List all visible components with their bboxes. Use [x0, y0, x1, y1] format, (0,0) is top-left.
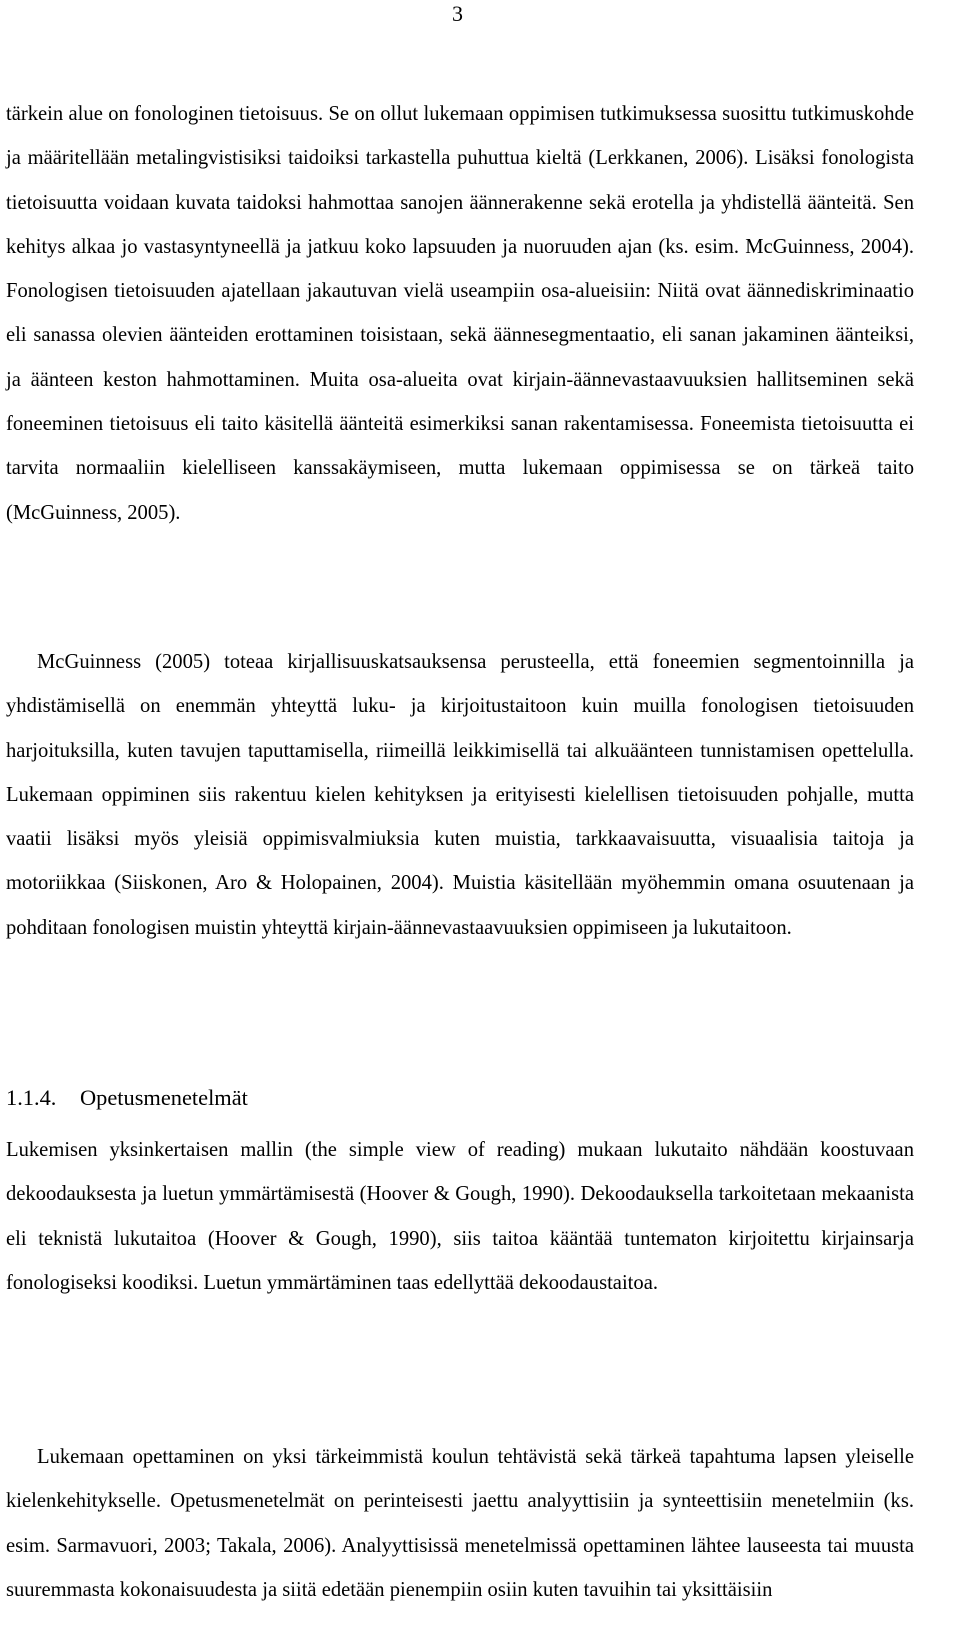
section-heading-title: Opetusmenetelmät	[80, 1085, 248, 1110]
page-number: 3	[452, 1, 463, 26]
paragraph-phonological-awareness: tärkein alue on fonologinen tietoisuus. Se on ollut lukemaan oppimisen tutkimuksessa suosittu tutkimuskohde ja määritellään metalingvistisiksi taidoiksi tarkastella puhuttua kieltä (Lerkkanen, 2006). Lisäksi fonologista tietoisuutta voidaan kuvata taidoksi hahmottaa sanojen äännerakenne sekä erotella ja yhdistellä äänteitä. Sen kehitys alkaa jo vastasyntyneellä ja jatkuu koko lapsuuden ja nuoruuden ajan (ks. esim. McGuinness, 2004). Fonologisen tietoisuuden ajatellaan jakautuvan vielä useampiin osa-alueisiin: Niitä ovat äännediskriminaatio eli sanassa olevien äänteiden erottaminen toisistaan, sekä äännesegmentaatio, eli sanan jakaminen äänteiksi, ja äänteen keston hahmottaminen. Muita osa-alueita ovat kirjain-äännevastaavuuksien hallitseminen sekä foneeminen tietoisuus eli taito käsitellä äänteitä esimerkiksi sanan rakentamisessa. Foneemista tietoisuutta ei tarvita normaaliin kielelliseen kanssakäymiseen, mutta lukemaan oppimisessa se on tärkeä taito (McGuinness, 2005).	[6, 103, 914, 524]
section-heading-number: 1.1.4.	[6, 1085, 57, 1110]
paragraph-simple-view: Lukemisen yksinkertaisen mallin (the simple view of reading) mukaan lukutaito nähdään koostuvaan dekoodauksesta ja luetun ymmärtämisestä (Hoover & Gough, 1990). Dekoodauksella tarkoitetaan mekaanista eli teknistä lukutaitoa (Hoover & Gough, 1990), siis taitoa kääntää tuntematon kirjoitettu kirjainsarja fonologiseksi koodiksi. Luetun ymmärtäminen taas edellyttää dekoodaustaitoa.	[6, 1139, 914, 1294]
paragraph-teaching-methods: Lukemaan opettaminen on yksi tärkeimmistä koulun tehtävistä sekä tärkeä tapahtuma lapsen yleiselle kielenkehitykselle. Opetusmenetelmät on perinteisesti jaettu analyyttisiin ja synteettisiin menetelmiin (ks. esim. Sarmavuori, 2003; Takala, 2006). Analyyttisissä menetelmissä opettaminen lähtee lauseesta tai muusta suuremmasta kokonaisuudesta ja siitä edetään pienempiin osiin kuten tavuihin tai yksittäisiin	[6, 1446, 914, 1601]
paragraph-mcguinness: McGuinness (2005) toteaa kirjallisuuskatsauksensa perusteella, että foneemien segmentoinnilla ja yhdistämisellä on enemmän yhteyttä luku- ja kirjoitustaitoon kuin muilla fonologisen tietoisuuden harjoituksilla, kuten tavujen taputtamisella, riimeillä leikkimisellä tai alkuäänteen tunnistamisen opettelulla. Lukemaan oppiminen siis rakentuu kielen kehityksen ja erityisesti kielellisen tietoisuuden pohjalle, mutta vaatii lisäksi myös yleisiä oppimisvalmiuksia kuten muistia, tarkkaavaisuutta, visuaalisia taitoja ja motoriikkaa (Siiskonen, Aro & Holopainen, 2004). Muistia käsitellään myöhemmin omana osuutenaan ja pohditaan fonologisen muistin yhteyttä kirjain-äännevastaavuuksien oppimiseen ja lukutaitoon.	[6, 651, 914, 939]
section-heading	[6, 1076, 248, 1120]
